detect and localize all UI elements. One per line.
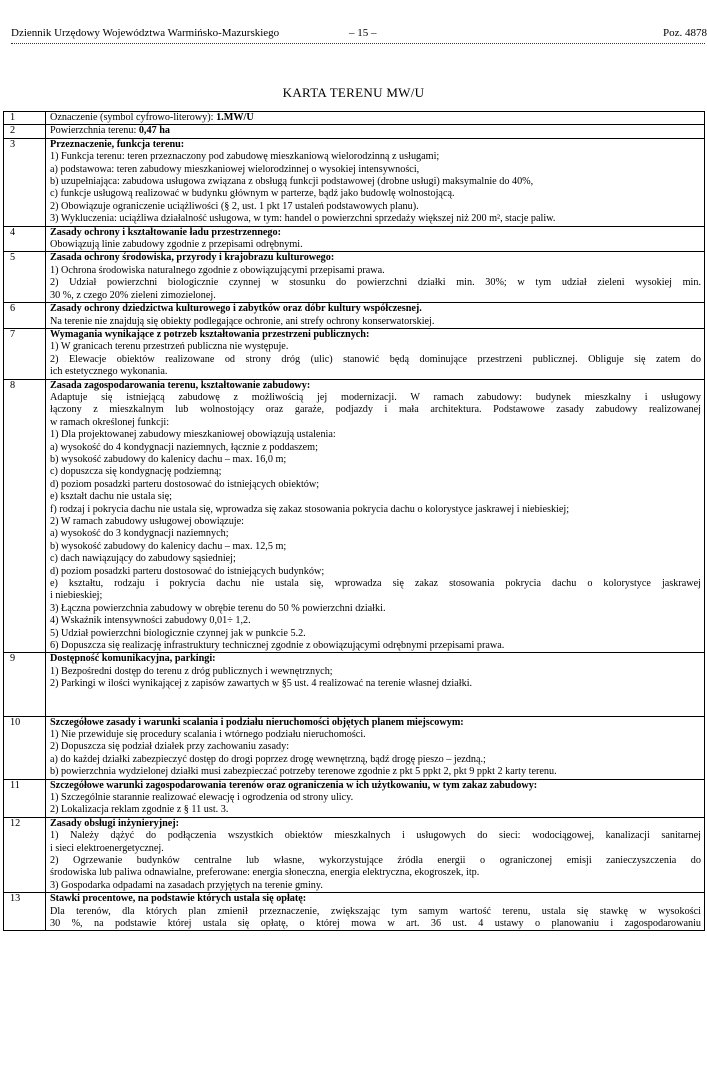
text-line bbox=[50, 213, 701, 225]
text-line bbox=[50, 804, 701, 816]
line-text: 30 %, z czego 20% zieleni zimozielonej. bbox=[50, 289, 216, 301]
text-line bbox=[50, 354, 701, 366]
text-line bbox=[50, 201, 701, 213]
section-heading bbox=[50, 380, 701, 392]
line-text: 3) Gospodarka odpadami na zasadach przyjętych na terenie gminy. bbox=[50, 879, 323, 891]
text-line bbox=[50, 516, 701, 528]
line-text: Zasady ochrony dziedzictwa kulturowego i zabytków oraz dóbr kultury współczesnej. bbox=[50, 303, 422, 315]
text-line bbox=[50, 880, 701, 892]
text-line bbox=[50, 366, 701, 378]
section-heading bbox=[50, 329, 701, 341]
section-heading bbox=[50, 893, 701, 905]
row-content bbox=[46, 379, 705, 653]
line-text: 2) Dopuszcza się podział działek przy zachowaniu zasady: bbox=[50, 741, 290, 753]
text-line bbox=[50, 404, 701, 416]
text-line bbox=[50, 603, 701, 615]
line-text: 1) Szczególnie starannie realizować elewację i ogrodzenia od strony ulicy. bbox=[50, 791, 354, 803]
table-row bbox=[4, 252, 705, 303]
text-line bbox=[50, 528, 701, 540]
line-text: 1) Ochrona środowiska naturalnego zgodnie z obowiązującymi przepisami prawa. bbox=[50, 264, 385, 276]
line-text: Na terenie nie znajdują się obiekty podlegające ochronie, ani strefy ochrony konserwatorskiej. bbox=[50, 315, 435, 327]
text-line bbox=[50, 906, 701, 918]
row-content bbox=[46, 303, 705, 329]
table-row bbox=[4, 779, 705, 817]
page-header bbox=[11, 26, 707, 40]
text-line bbox=[50, 112, 701, 124]
text-line bbox=[50, 741, 701, 753]
text-line bbox=[50, 792, 701, 804]
line-text: 2) Lokalizacja reklam zgodnie z § 11 ust. 3. bbox=[50, 804, 229, 816]
text-line bbox=[50, 504, 701, 516]
line-text: Dostępność komunikacyjna, parkingi: bbox=[50, 653, 216, 665]
row-content bbox=[46, 716, 705, 779]
table-row bbox=[4, 138, 705, 226]
line-text: e) kształtu, rodzaju i pokrycia dachu nie ustala się, wprowadza się zakaz stosowania pokrycia dachu o kolorystyce jaskrawej bbox=[50, 578, 701, 590]
text-line bbox=[50, 578, 701, 590]
line-text: b) uzupełniająca: zabudowa usługowa związana z obsługą funkcji podstawowej (drobne usługi) maksymalnie do 40%, bbox=[50, 176, 534, 188]
line-text: 1) Funkcja terenu: teren przeznaczony pod zabudowę mieszkaniową wielorodzinną z usługami; bbox=[50, 151, 440, 163]
table-row bbox=[4, 303, 705, 329]
text-line bbox=[50, 553, 701, 565]
row-content bbox=[46, 328, 705, 379]
row-content bbox=[46, 138, 705, 226]
text-line bbox=[50, 417, 701, 429]
line-text: ich estetycznego wykonania. bbox=[50, 366, 168, 378]
section-heading bbox=[50, 717, 701, 729]
text-line bbox=[50, 316, 701, 328]
line-text: 1) Dla projektowanej zabudowy mieszkaniowej obowiązują ustalenia: bbox=[50, 429, 336, 441]
text-line bbox=[50, 678, 701, 690]
row-content bbox=[46, 226, 705, 252]
line-text: Szczegółowe warunki zagospodarowania terenów oraz ograniczenia w ich użytkowaniu, w tym zakaz zabudowy: bbox=[50, 779, 538, 791]
line-text: b) wysokość zabudowy do kalenicy dachu – max. 12,5 m; bbox=[50, 540, 287, 552]
line-text: 2) Ogrzewanie budynków centralne lub własne, wykorzystujące źródła energii o ograniczonej emisji zanieczyszczenia do bbox=[50, 854, 701, 866]
line-text: a) wysokość do 3 kondygnacji naziemnych; bbox=[50, 528, 229, 540]
line-text: Oznaczenie (symbol cyfrowo-literowy): bbox=[50, 112, 217, 123]
line-text: a) podstawowa: teren zabudowy mieszkaniowej wielorodzinnej o wysokiej intensywności, bbox=[50, 163, 420, 175]
row-number: 10 bbox=[4, 716, 46, 779]
row-number: 8 bbox=[4, 379, 46, 653]
line-text: d) poziom posadzki parteru dostosować do istniejących budynków; bbox=[50, 565, 325, 577]
blank-line bbox=[50, 691, 701, 703]
row-value: 0,47 ha bbox=[138, 125, 170, 137]
row-content bbox=[46, 112, 705, 125]
line-text: Wymagania wynikające z potrzeb kształtowania przestrzeni publicznych: bbox=[50, 328, 370, 340]
text-line bbox=[50, 442, 701, 454]
text-line bbox=[50, 766, 701, 778]
text-line bbox=[50, 277, 701, 289]
line-text: Adaptuje się istniejącą zabudowę z możliwością jej modernizacji. W ramach zabudowy: budynek mieszkalny i usługowy bbox=[50, 391, 701, 403]
table-row bbox=[4, 893, 705, 931]
text-line bbox=[50, 615, 701, 627]
line-text: a) wysokość do 4 kondygnacji naziemnych, łącznie z poddaszem; bbox=[50, 441, 318, 453]
row-number: 12 bbox=[4, 817, 46, 892]
row-number: 13 bbox=[4, 893, 46, 931]
row-content bbox=[46, 653, 705, 716]
text-line bbox=[50, 151, 701, 163]
line-text: 1) W granicach terenu przestrzeń publiczna nie występuje. bbox=[50, 341, 289, 353]
text-line bbox=[50, 176, 701, 188]
text-line bbox=[50, 466, 701, 478]
section-heading bbox=[50, 780, 701, 792]
line-text: e) kształt dachu nie ustala się; bbox=[50, 491, 172, 503]
line-text: d) poziom posadzki parteru dostosować do istniejących obiektów; bbox=[50, 478, 320, 490]
line-text: Zasada ochrony środowiska, przyrody i krajobrazu kulturowego: bbox=[50, 252, 335, 264]
text-line bbox=[50, 640, 701, 652]
text-line bbox=[50, 628, 701, 640]
text-line bbox=[50, 566, 701, 578]
line-text: łączony z mieszkalnym lub wolnostojący oraz garaże, podjazdy i mała architektura. Podstawowe zasady zabudowy realizowanej bbox=[50, 404, 701, 416]
row-number: 9 bbox=[4, 653, 46, 716]
text-line bbox=[50, 541, 701, 553]
text-line bbox=[50, 454, 701, 466]
row-content bbox=[46, 779, 705, 817]
position-number: Poz. 4878 bbox=[663, 27, 707, 39]
line-text: b) wysokość zabudowy do kalenicy dachu – max. 16,0 m; bbox=[50, 453, 287, 465]
line-text: c) dach nawiązujący do zabudowy sąsiedniej; bbox=[50, 553, 236, 565]
text-line bbox=[50, 164, 701, 176]
row-content bbox=[46, 252, 705, 303]
line-text: 3) Łączna powierzchnia zabudowy w obrębie terenu do 50 % powierzchni działki. bbox=[50, 602, 386, 614]
line-text: 5) Udział powierzchni biologicznie czynnej jak w punkcie 5.2. bbox=[50, 627, 306, 639]
table-row bbox=[4, 125, 705, 138]
text-line bbox=[50, 855, 701, 867]
line-text: 2) Elewacje obiektów realizowane od strony dróg (ulic) stanowić będą dominujące przestrzeni publicznej. Obliguje się zatem do bbox=[50, 353, 701, 365]
line-text: i niebieskiej; bbox=[50, 590, 103, 602]
line-text: 2) W ramach zabudowy usługowej obowiązuje: bbox=[50, 516, 244, 527]
document-title: KARTA TERENU MW/U bbox=[282, 85, 425, 100]
line-text: środowiska lub paliwa odnawialne, preferowane: energia słoneczna, energia elektryczna, ekogroszek, itp. bbox=[50, 867, 480, 879]
text-line bbox=[50, 290, 701, 302]
header-rule bbox=[11, 43, 705, 44]
table-row bbox=[4, 226, 705, 252]
line-text: 6) Dopuszcza się realizację infrastruktury technicznej zgodnie z obowiązującymi odrębnymi przepisami prawa. bbox=[50, 640, 505, 652]
table-row bbox=[4, 112, 705, 125]
text-line bbox=[50, 125, 701, 137]
text-line bbox=[50, 341, 701, 353]
row-number: 11 bbox=[4, 779, 46, 817]
line-text: a) do każdej działki zabezpieczyć dostęp do drogi poprzez drogę wewnętrzną, bądź drogę pieszo – jezdną.; bbox=[50, 753, 486, 765]
line-text: 2) Parkingi w ilości wynikającej z zapisów zawartych w §5 ust. 4 realizować na terenie własnej działki. bbox=[50, 678, 473, 690]
text-line bbox=[50, 666, 701, 678]
line-text: 2) Obowiązuje ograniczenie uciążliwości (§ 2, ust. 1 pkt 17 ustaleń podstawowych planu). bbox=[50, 200, 419, 212]
text-line bbox=[50, 491, 701, 503]
row-number: 4 bbox=[4, 226, 46, 252]
line-text: 1) Bezpośredni dostęp do terenu z dróg publicznych i wewnętrznych; bbox=[50, 665, 333, 677]
text-line bbox=[50, 392, 701, 404]
line-text: Zasady ochrony i kształtowanie ładu przestrzennego: bbox=[50, 226, 282, 238]
text-line bbox=[50, 479, 701, 491]
line-text: 4) Wskaźnik intensywności zabudowy 0,01÷ 1,2. bbox=[50, 615, 251, 627]
journal-title: Dziennik Urzędowy Województwa Warmińsko-Mazurskiego bbox=[11, 27, 280, 39]
line-text: i sieci elektroenergetycznej. bbox=[50, 842, 164, 854]
line-text: w ramach określonej funkcji: bbox=[50, 416, 170, 428]
section-heading bbox=[50, 139, 701, 151]
line-text: f) rodzaj i pokrycia dachu nie ustala się, wprowadza się zakaz stosowania pokrycia dachu o kolorystyce jaskrawej i niebieskiej; bbox=[50, 503, 570, 515]
table-row bbox=[4, 716, 705, 779]
table-body bbox=[4, 112, 705, 931]
row-number: 3 bbox=[4, 138, 46, 226]
text-line bbox=[50, 918, 701, 930]
text-line bbox=[50, 843, 701, 855]
row-number: 6 bbox=[4, 303, 46, 329]
table-row bbox=[4, 817, 705, 892]
section-heading bbox=[50, 653, 701, 665]
line-text: 1) Nie przewiduje się procedury scalania i wtórnego podziału nieruchomości. bbox=[50, 728, 366, 740]
line-text: Przeznaczenie, funkcja terenu: bbox=[50, 138, 185, 150]
text-line bbox=[50, 429, 701, 441]
line-text: c) dopuszcza się kondygnację podziemną; bbox=[50, 466, 222, 478]
line-text: Zasada zagospodarowania terenu, kształtowanie zabudowy: bbox=[50, 379, 311, 391]
line-text: 2) Udział powierzchni biologicznie czynnej w stosunku do powierzchni działki min. 30%; w tym udział zieleni wysokiej min. bbox=[50, 277, 701, 289]
row-number: 5 bbox=[4, 252, 46, 303]
terrain-card-table bbox=[3, 111, 705, 931]
line-text: b) powierzchnia wydzielonej działki musi zabezpieczać potrzeby terenowe zgodnie z pkt 5 ppkt 2, pkt 9 ppkt 2 karty terenu. bbox=[50, 766, 557, 778]
line-text: 1) Należy dążyć do podłączenia wszystkich obiektów mieszkalnych i usługowych do sieci: wodociągowej, kanalizacji sanitarnej bbox=[50, 830, 701, 842]
blank-line bbox=[50, 703, 701, 715]
section-heading bbox=[50, 303, 701, 315]
row-number: 2 bbox=[4, 125, 46, 138]
text-line bbox=[50, 188, 701, 200]
line-text: Obowiązują linie zabudowy zgodnie z przepisami odrębnymi. bbox=[50, 239, 303, 251]
text-line bbox=[50, 754, 701, 766]
text-line bbox=[50, 265, 701, 277]
table-row bbox=[4, 379, 705, 653]
section-heading bbox=[50, 252, 701, 264]
section-heading bbox=[50, 818, 701, 830]
line-text: c) funkcje usługową realizować w budynku głównym w parterze, bądź jako budowlę wolnostojącą. bbox=[50, 188, 455, 200]
row-content bbox=[46, 125, 705, 138]
row-content bbox=[46, 893, 705, 931]
row-value: 1.MW/U bbox=[216, 112, 254, 123]
page-number: – 15 – bbox=[349, 27, 377, 39]
text-line bbox=[50, 729, 701, 741]
text-line bbox=[50, 867, 701, 879]
text-line bbox=[50, 590, 701, 602]
line-text: Dla terenów, dla których plan zmienił przeznaczenie, zwiększając tym samym wartość terenu, ustala się stawkę w wysokości bbox=[50, 905, 701, 917]
section-heading bbox=[50, 227, 701, 239]
line-text: Powierzchnia terenu: bbox=[50, 125, 139, 137]
line-text: Zasady obsługi inżynieryjnej: bbox=[50, 817, 180, 829]
line-text: Stawki procentowe, na podstawie których ustala się opłatę: bbox=[50, 893, 307, 905]
table-row bbox=[4, 328, 705, 379]
line-text: Szczegółowe zasady i warunki scalania i podziału nieruchomości objętych planem miejscowym: bbox=[50, 716, 464, 728]
text-line bbox=[50, 830, 701, 842]
text-line bbox=[50, 239, 701, 251]
line-text: 3) Wykluczenia: uciążliwa działalność usługowa, w tym: handel o powierzchni sprzedaży większej niż 200 m², stacje paliw. bbox=[50, 213, 556, 225]
table-row bbox=[4, 653, 705, 716]
row-number: 7 bbox=[4, 328, 46, 379]
line-text: 30 %, na podstawie której ustala się opłatę, o której mowa w art. 36 ust. 4 ustawy o planowaniu i zagospodarowaniu bbox=[50, 918, 701, 929]
row-content bbox=[46, 817, 705, 892]
row-number: 1 bbox=[4, 112, 46, 125]
